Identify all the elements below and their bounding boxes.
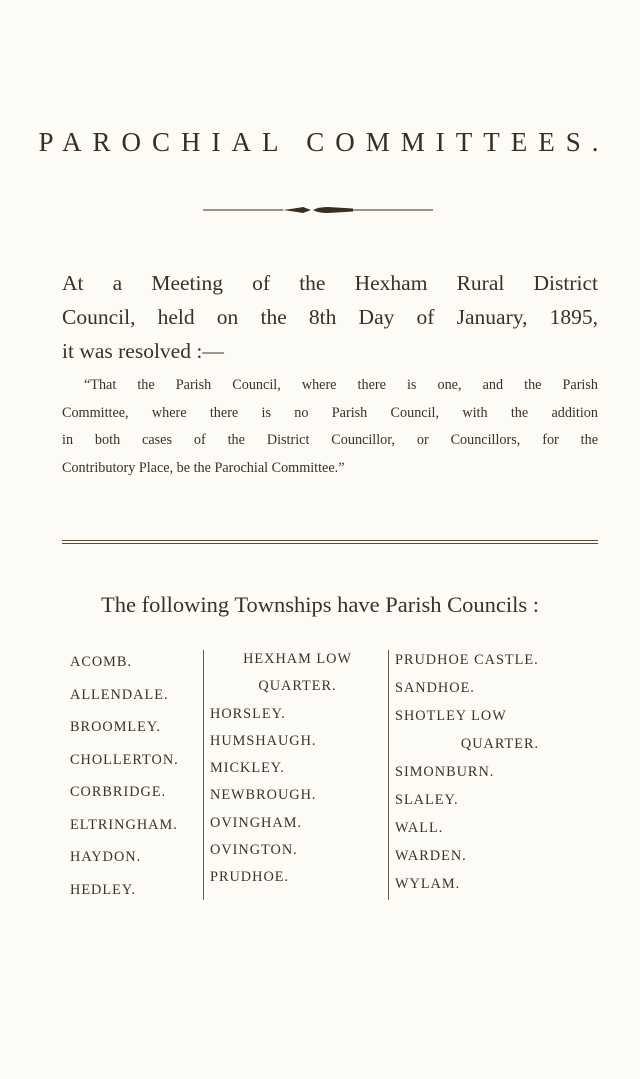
township-item: QUARTER. (258, 678, 337, 695)
quote-line: in both cases of the District Councillor, or Councillors, for the (62, 432, 598, 448)
township-item: PRUDHOE CASTLE. (395, 652, 539, 668)
township-item: HORSLEY. (210, 705, 286, 722)
intro-line: it was resolved :— (62, 339, 224, 363)
township-item: PRUDHOE. (210, 869, 290, 886)
column-divider (388, 650, 389, 900)
township-item: OVINGHAM. (210, 814, 302, 831)
subheading: The following Townships have Parish Councils : (101, 592, 539, 617)
township-item: WYLAM. (395, 876, 461, 892)
intro-line: Council, held on the 8th Day of January, 1895, (62, 305, 598, 329)
township-item: CORBRIDGE. (70, 784, 167, 800)
township-item: BROOMLEY. (70, 719, 161, 735)
intro-line: At a Meeting of the Hexham Rural District (62, 271, 598, 295)
quote-line: “That the Parish Council, where there is one, and the Parish (84, 377, 598, 393)
intro-paragraph (62, 266, 598, 368)
quote-line: Contributory Place, be the Parochial Committee.” (62, 459, 345, 476)
resolution-quote (62, 372, 598, 482)
township-item: ALLENDALE. (70, 686, 169, 703)
township-item: ELTRINGHAM. (70, 816, 178, 833)
township-item: QUARTER. (460, 736, 540, 752)
township-item: CHOLLERTON. (70, 751, 179, 768)
townships-column-3 (395, 646, 605, 898)
townships-column-2 (210, 646, 385, 892)
township-item: HUMSHAUGH. (210, 732, 317, 749)
township-item: HEDLEY. (70, 881, 136, 898)
double-rule-divider (62, 540, 598, 545)
township-item: SHOTLEY LOW (395, 708, 507, 724)
township-item: OVINGTON. (210, 842, 298, 859)
ornament-rule (203, 205, 433, 215)
column-divider (203, 650, 204, 900)
township-item: MICKLEY. (210, 760, 285, 777)
township-item: HEXHAM LOW (243, 651, 352, 667)
township-item: WARDEN. (395, 848, 467, 864)
township-item: SLALEY. (395, 792, 459, 808)
quote-line: Committee, where there is no Parish Council, with the addition (62, 404, 598, 421)
township-item: NEWBROUGH. (210, 787, 317, 804)
page-title: PAROCHIAL COMMITTEES. (38, 127, 610, 157)
township-item: SANDHOE. (395, 680, 475, 696)
township-item: WALL. (395, 820, 444, 836)
township-item: HAYDON. (70, 849, 142, 865)
township-item: SIMONBURN. (395, 764, 495, 780)
township-item: ACOMB. (70, 654, 133, 670)
townships-column-1 (70, 646, 200, 906)
